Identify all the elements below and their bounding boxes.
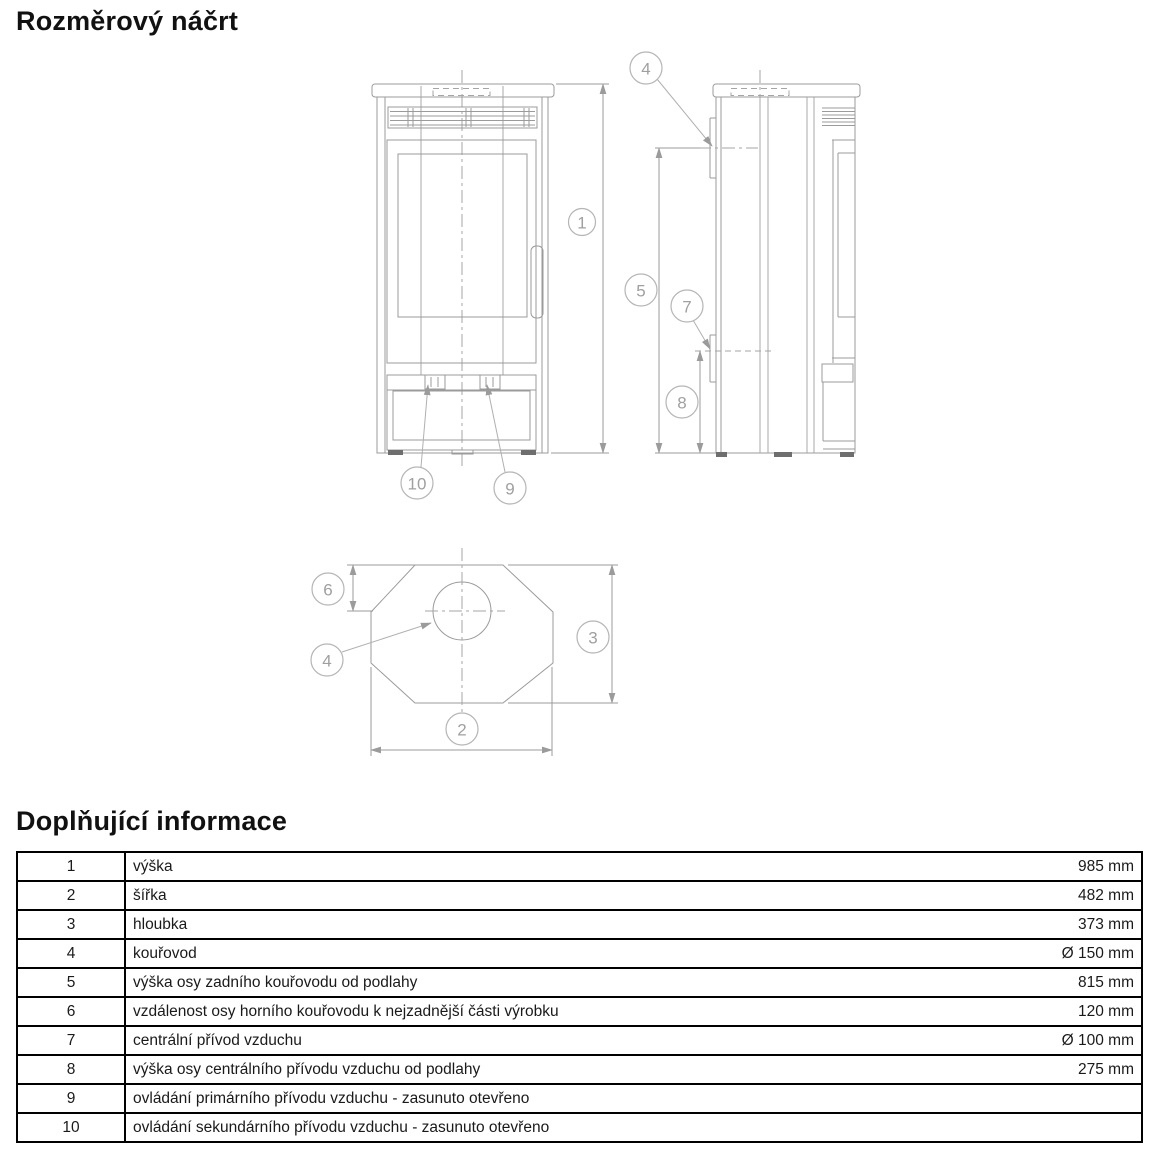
row-number: 7	[17, 1026, 125, 1055]
table-row	[17, 1084, 1142, 1113]
row-value: 373 mm	[1078, 915, 1134, 933]
row-number: 4	[17, 939, 125, 968]
row-label: centrální přívod vzduchu	[133, 1031, 302, 1049]
table-row	[17, 881, 1142, 910]
table-row	[17, 997, 1142, 1026]
front-foot-right	[521, 450, 536, 455]
callout-10-label: 10	[407, 474, 427, 494]
side-foot-rear	[716, 452, 727, 457]
callout-3-label: 3	[588, 628, 598, 648]
callout-9-label: 9	[505, 479, 515, 499]
callout-8-label: 8	[677, 393, 687, 413]
side-front-profile	[822, 108, 855, 449]
row-number: 8	[17, 1055, 125, 1084]
rear-flue-outlet	[698, 118, 758, 178]
row-label: výška osy centrálního přívodu vzduchu od podlahy	[133, 1060, 481, 1078]
row-label: ovládání sekundárního přívodu vzduchu - zasunuto otevřeno	[133, 1118, 550, 1136]
row-value: 120 mm	[1078, 1002, 1134, 1020]
table-row	[17, 910, 1142, 939]
row-label: výška osy zadního kouřovodu od podlahy	[133, 973, 418, 991]
side-body	[716, 97, 855, 453]
dimensions-table	[16, 851, 1143, 1143]
side-view	[625, 52, 860, 457]
top-view	[311, 548, 618, 756]
callout-6-label: 6	[323, 580, 333, 600]
dimension-height	[551, 84, 609, 453]
page-title: Rozměrový náčrt	[16, 6, 239, 36]
row-number: 2	[17, 881, 125, 910]
row-label: šířka	[133, 886, 167, 904]
row-number: 3	[17, 910, 125, 939]
row-number: 10	[17, 1113, 125, 1142]
table-row	[17, 1026, 1142, 1055]
row-number: 1	[17, 852, 125, 881]
callout-2-label: 2	[457, 720, 467, 740]
row-number: 9	[17, 1084, 125, 1113]
callout-4b-label: 4	[322, 651, 332, 671]
row-label: hloubka	[133, 915, 188, 933]
front-view	[372, 70, 609, 504]
callout-1-label: 1	[577, 213, 587, 233]
row-label: výška	[133, 857, 173, 875]
table-row	[17, 968, 1142, 997]
callout-7-label: 7	[682, 297, 692, 317]
row-value: 275 mm	[1078, 1060, 1134, 1078]
table-row	[17, 939, 1142, 968]
dimension-air-height	[666, 351, 700, 453]
table-row	[17, 1113, 1142, 1142]
callout-4-group	[630, 52, 712, 146]
row-label: kouřovod	[133, 944, 197, 962]
callout-5-label: 5	[636, 281, 646, 301]
table-row	[17, 1055, 1142, 1084]
front-foot-left	[388, 450, 403, 455]
row-value: Ø 100 mm	[1061, 1031, 1134, 1049]
callout-7-group	[671, 290, 710, 349]
row-number: 6	[17, 997, 125, 1026]
side-foot-front	[840, 452, 854, 457]
row-value: 985 mm	[1078, 857, 1134, 875]
callout-4-label: 4	[641, 59, 651, 79]
section-title-additional-info: Doplňující informace	[16, 806, 288, 836]
row-label: ovládání primárního přívodu vzduchu - zasunuto otevřeno	[133, 1089, 530, 1107]
row-value: 482 mm	[1078, 886, 1134, 904]
row-value: Ø 150 mm	[1061, 944, 1134, 962]
front-grille	[388, 107, 537, 128]
row-number: 5	[17, 968, 125, 997]
row-label: vzdálenost osy horního kouřovodu k nejzadnější části výrobku	[133, 1002, 559, 1020]
callout-10-group	[401, 385, 433, 499]
callout-9-group	[487, 385, 526, 504]
primary-air-slider	[480, 375, 500, 389]
side-foot-mid	[774, 452, 792, 457]
dimension-flue-offset	[312, 565, 416, 611]
table-row	[17, 852, 1142, 881]
row-value: 815 mm	[1078, 973, 1134, 991]
side-top-plate	[713, 84, 860, 97]
front-door-handle	[531, 246, 543, 318]
